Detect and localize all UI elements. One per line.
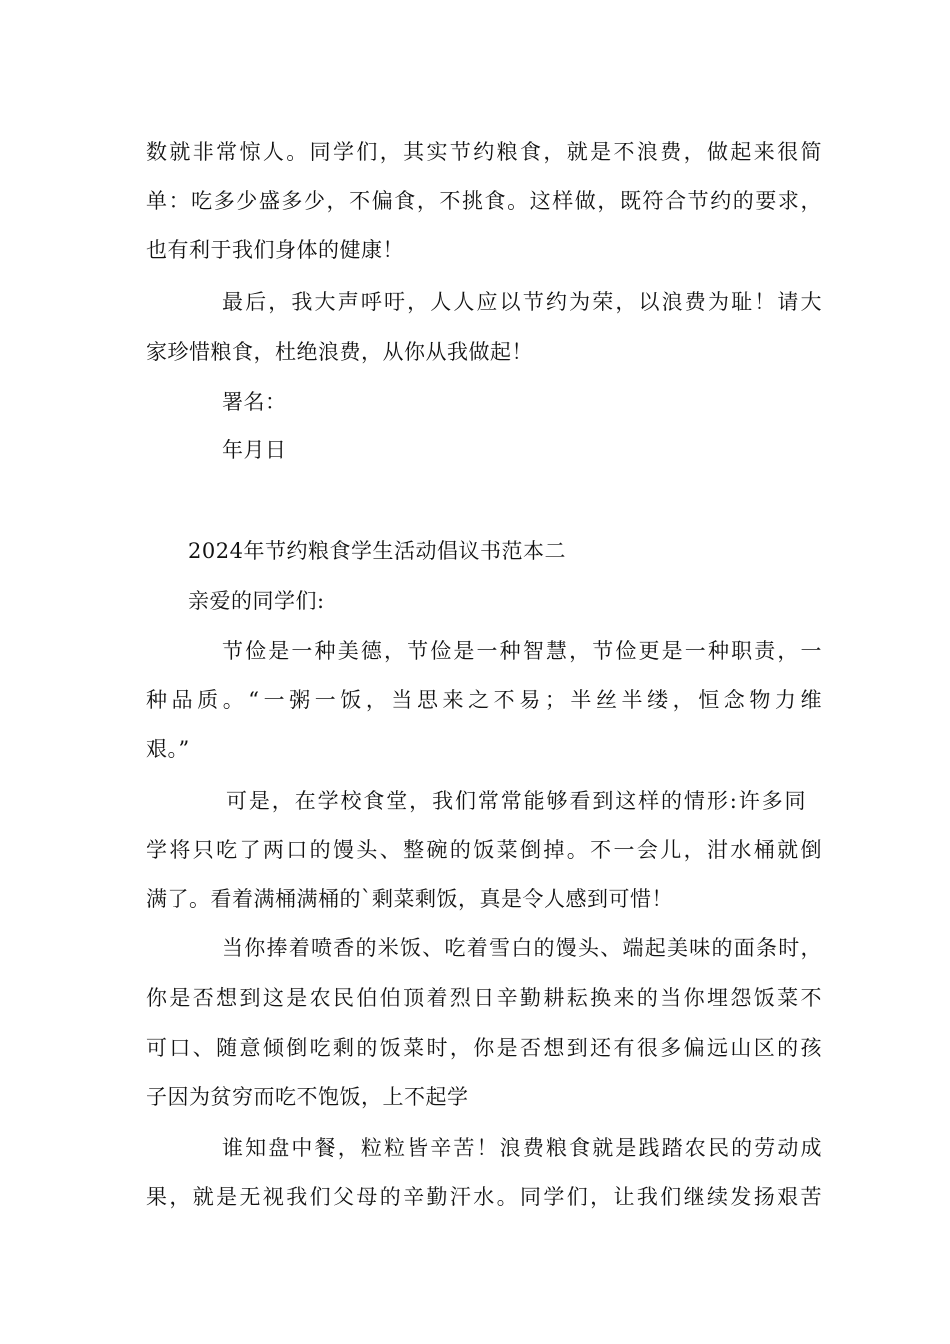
paragraph-line: 当你捧着喷香的米饭、吃着雪白的馒头、端起美味的面条时，	[222, 936, 822, 960]
date-label: 年月日	[222, 438, 287, 462]
paragraph-line: 谁知盘中餐，粒粒皆辛苦！浪费粮食就是践踏农民的劳动成	[222, 1136, 822, 1160]
paragraph-line: 可口、随意倾倒吃剩的饭菜时，你是否想到还有很多偏远山区的孩	[146, 1036, 822, 1060]
signature-label: 署名：	[222, 390, 287, 414]
paragraph-line: 节俭是一种美德，节俭是一种智慧，节俭更是一种职责，一	[222, 639, 822, 663]
paragraph-line: 学将只吃了两口的馒头、整碗的饭菜倒掉。不一会儿，泔水桶就倒	[146, 838, 822, 862]
body-text-line: 也有利于我们身体的健康！	[146, 238, 404, 262]
closing-paragraph-line: 家珍惜粮食，杜绝浪费，从你从我做起！	[146, 340, 533, 364]
body-text-line: 数就非常惊人。同学们，其实节约粮食，就是不浪费，做起来很简	[146, 140, 822, 164]
paragraph-line: 果，就是无视我们父母的辛勤汗水。同学们，让我们继续发扬艰苦	[146, 1185, 822, 1209]
paragraph-line: 可是，在学校食堂，我们常常能够看到这样的情形:许多同	[226, 789, 806, 813]
section-title: 2024年节约粮食学生活动倡议书范本二	[188, 539, 566, 563]
closing-paragraph-line: 最后，我大声呼吁，人人应以节约为荣，以浪费为耻！请大	[222, 290, 822, 314]
paragraph-line: 艰。”	[146, 737, 190, 761]
paragraph-line: 种品质。“一粥一饭，当思来之不易；半丝半缕，恒念物力维	[146, 688, 822, 712]
body-text-line: 单：吃多少盛多少，不偏食，不挑食。这样做，既符合节约的要求，	[146, 189, 822, 213]
greeting: 亲爱的同学们:	[188, 589, 325, 613]
paragraph-line: 满了。看着满桶满桶的`剩菜剩饭，真是令人感到可惜！	[146, 887, 673, 911]
paragraph-line: 子因为贫穷而吃不饱饭，上不起学	[146, 1085, 469, 1109]
paragraph-line: 你是否想到这是农民伯伯顶着烈日辛勤耕耘换来的当你埋怨饭菜不	[146, 986, 822, 1010]
